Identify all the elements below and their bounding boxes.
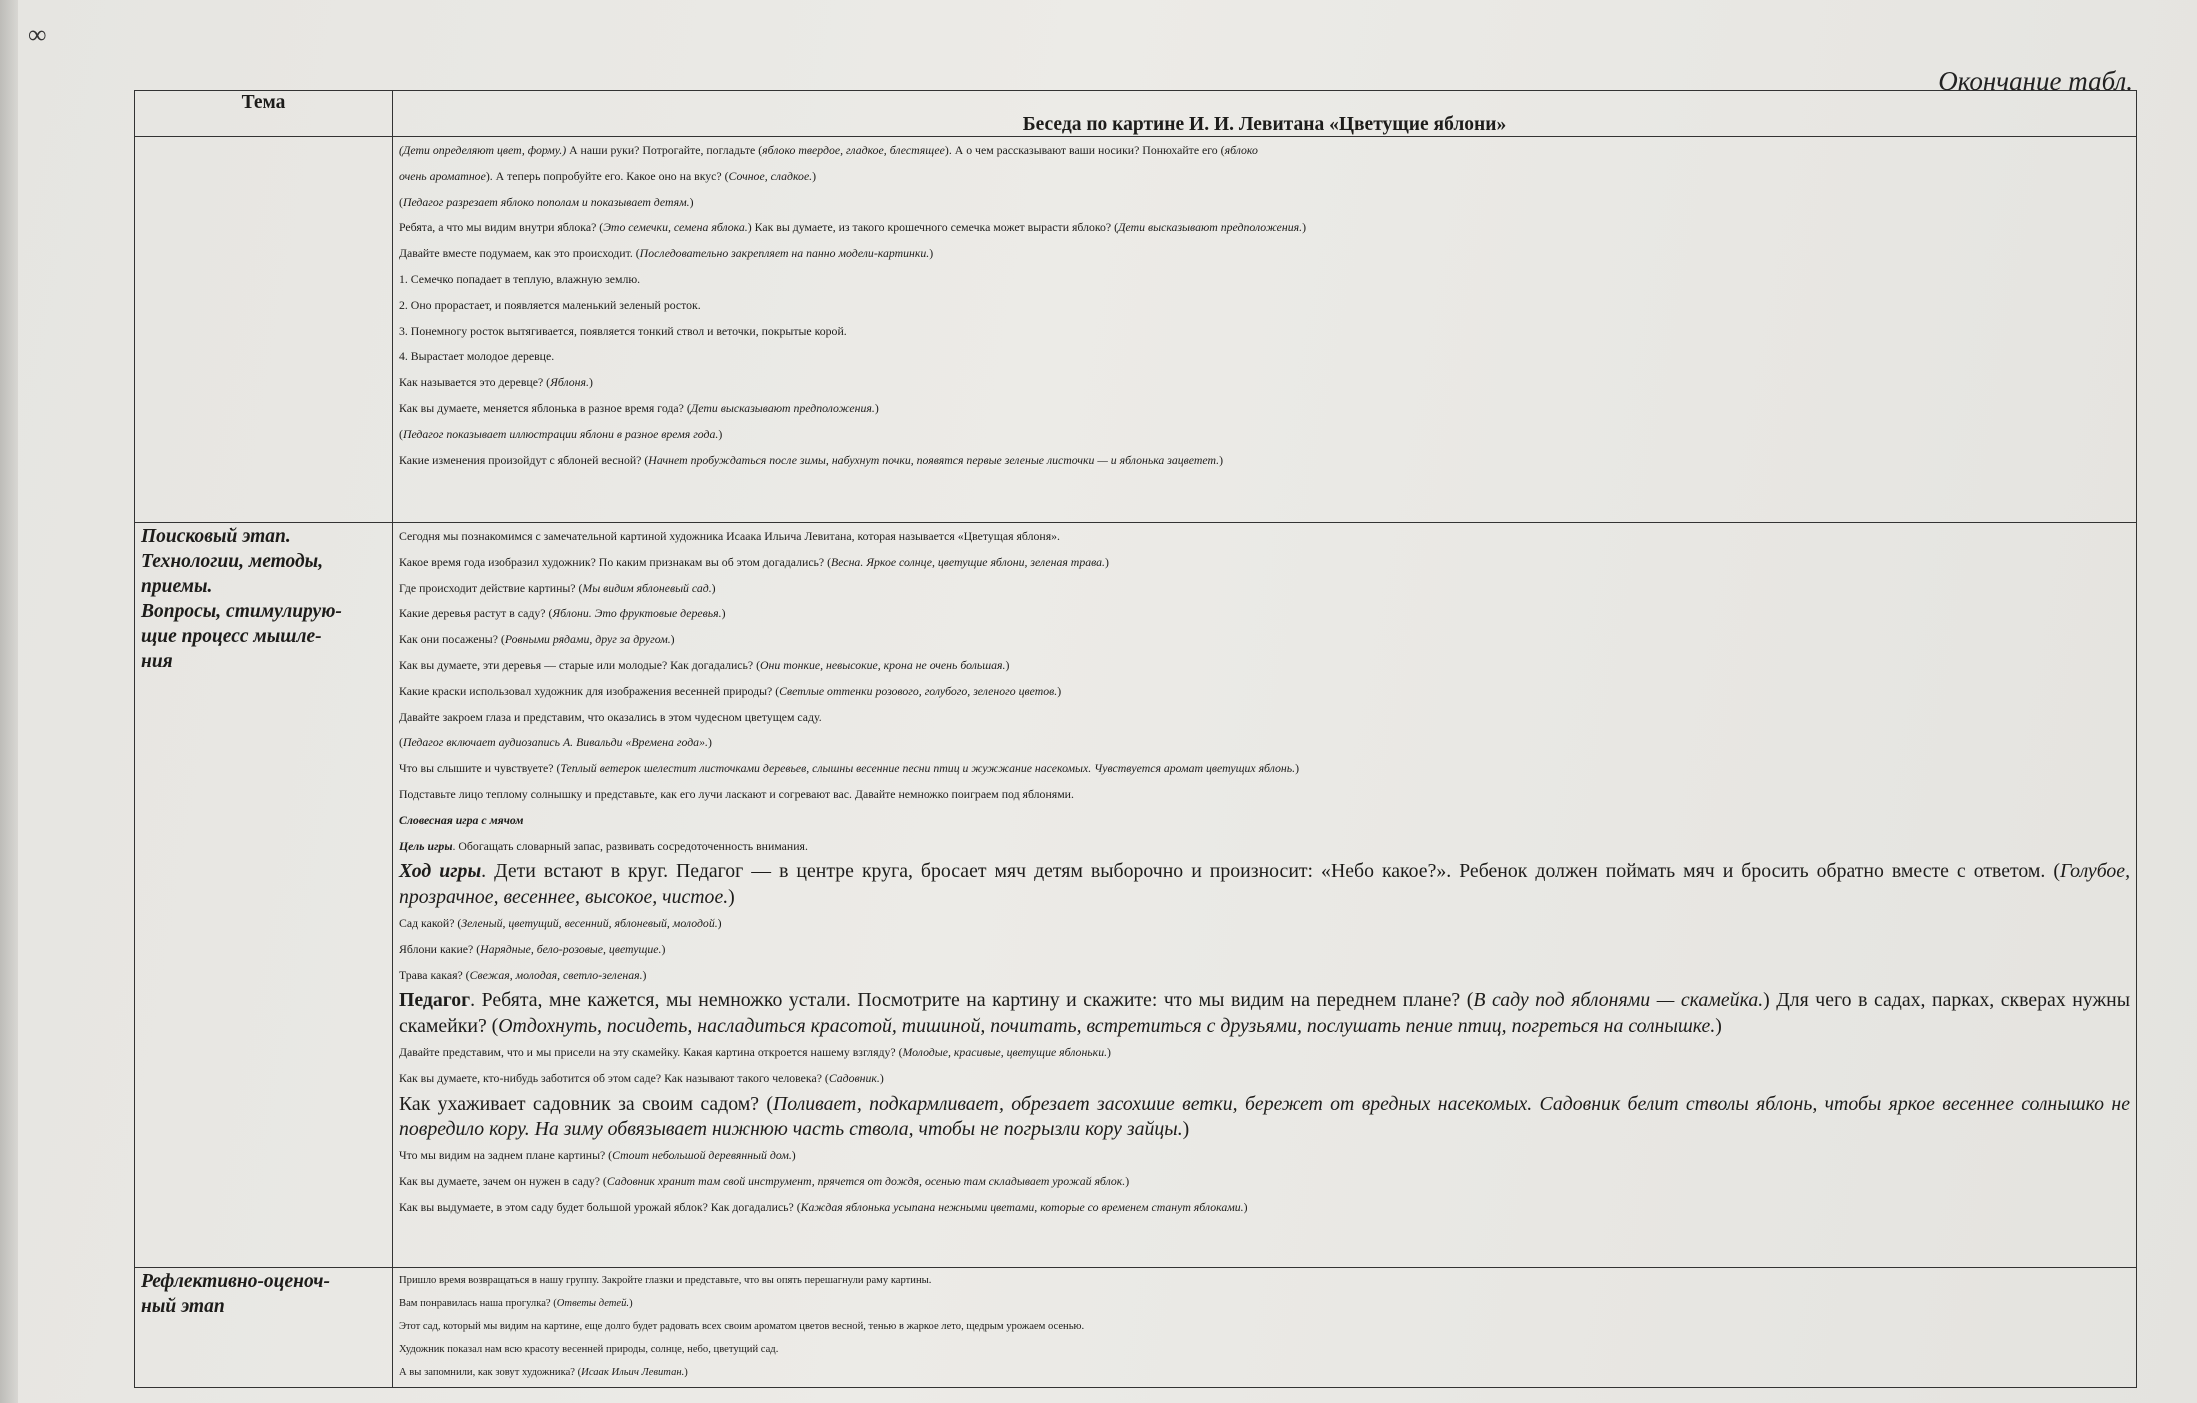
question-text: Какие деревья растут в саду? (	[399, 606, 553, 621]
text-line	[399, 627, 2130, 653]
question-text: Яблони какие? (	[399, 941, 481, 956]
question-text: Давайте представим, что и мы присели на эту скамейку. Какая картина откроется нашему взгляду? (	[399, 1044, 903, 1059]
paren: )	[1219, 452, 1224, 467]
teacher-note: Педагог включает аудиозапись А. Вивальди «Времена года».	[402, 735, 708, 750]
answer-text: Молодые, красивые, цветущие яблоньки.	[902, 1044, 1108, 1059]
question-text: А вы запомнили, как зовут художника? (	[399, 1367, 582, 1378]
game-title	[399, 808, 2130, 834]
text-line: Сегодня мы познакомимся с замечательной картиной художника Исаака Ильича Левитана, которая называется «Цветущая яблоня».	[399, 529, 1060, 543]
content-cell-intro	[393, 137, 2137, 523]
answer-text: В саду под яблонями — скамейка.	[1473, 989, 1764, 1012]
paren: )	[874, 400, 879, 415]
question-text: А наши руки? Потрогайте, погладьте (	[566, 143, 763, 157]
text-line	[399, 1040, 2130, 1066]
header-topic: Тема	[135, 91, 393, 137]
paren: )	[791, 1148, 796, 1163]
paren: )	[1243, 1199, 1248, 1214]
step-line: 3. Понемногу росток вытягивается, появляется тонкий ствол и веточки, покрытые корой.	[399, 323, 847, 338]
text-line	[399, 550, 2130, 576]
question-text: Как ухаживает садовник за своим садом? (	[399, 1092, 773, 1115]
answer-text: Сочное, сладкое.	[728, 168, 813, 183]
text-line	[399, 679, 2130, 705]
text-line	[399, 422, 2130, 448]
text-line	[399, 601, 2130, 627]
game-course	[399, 859, 2130, 911]
text-line	[399, 963, 2130, 989]
paren: )	[661, 941, 666, 956]
teacher-note: Педагог показывает иллюстрации яблони в разное время года.	[402, 426, 719, 441]
question-text: )	[812, 168, 817, 183]
question-text: ). А теперь попробуйте его. Какое оно на вкус? (	[485, 168, 729, 183]
answer-text: Каждая яблонька усыпана нежными цветами, которые со временем станут яблоками.	[800, 1199, 1244, 1214]
paren: (	[399, 194, 403, 209]
text-line	[399, 653, 2130, 679]
paren: )	[588, 375, 593, 390]
text-line	[399, 911, 2130, 937]
game-goal	[399, 834, 2130, 860]
question-text: Как вы думаете, эти деревья — старые или молодые? Как догадались? (	[399, 657, 761, 672]
book-spine-shadow	[0, 0, 18, 1403]
stage-label-line: Технологии, методы,	[141, 551, 324, 572]
course-text: . Дети встают в круг. Педагог — в центре круга, бросает мяч детям выборочно и произносит: «Небо какое?». Ребенок должен поймать мяч и бросить обратно вместе с ответом. (	[481, 860, 2060, 883]
text-line	[399, 1169, 2130, 1195]
teacher-note: Последовательно закрепляет на панно модели-картинки.	[639, 246, 930, 261]
question-text: Где происходит действие картины? (	[399, 580, 583, 595]
paren: (	[399, 426, 403, 441]
lesson-plan-table	[134, 90, 2137, 1388]
paren: )	[929, 246, 934, 261]
question-text: Как вы думаете, кто-нибудь заботится об этом саде? Как называют такого человека? (	[399, 1070, 829, 1085]
paren: )	[879, 1070, 884, 1085]
text-line	[399, 164, 2130, 190]
text-line: Этот сад, который мы видим на картине, еще долго будет радовать всех своим ароматом цветов весной, тенью в жаркое лето, щедрым урожаем осенью.	[399, 1321, 1085, 1332]
answer-text: (Дети определяют цвет, форму.)	[399, 143, 567, 157]
answer-text: яблоко	[1224, 143, 1258, 157]
answer-text: Начнет пробуждаться после зимы, набухнут почки, появятся первые зеленые листочки — и яблонька зацветет.	[648, 452, 1220, 467]
answer-text: Нарядные, бело-розовые, цветущие.	[480, 941, 662, 956]
paren: )	[1107, 1044, 1111, 1059]
teacher-note: Педагог разрезает яблоко пополам и показывает детям.	[402, 194, 690, 209]
answer-text: Ответы детей.	[556, 1298, 630, 1309]
text-line: Пришло время возвращаться в нашу группу. Закройте глазки и представьте, что вы опять перешагнули раму картины.	[399, 1275, 932, 1286]
gardener-paragraph	[399, 1092, 2130, 1144]
step-line: 2. Оно прорастает, и появляется маленький зеленый росток.	[399, 297, 701, 312]
question-text: Какие краски использовал художник для изображения весенней природы? (	[399, 683, 780, 698]
question-text: Как вы думаете, зачем он нужен в саду? (	[399, 1173, 607, 1188]
paren: )	[711, 580, 716, 595]
answer-text: Стоит небольшой деревянный дом.	[612, 1148, 792, 1163]
paren: )	[721, 606, 726, 621]
text-line	[399, 576, 2130, 602]
text-line	[399, 730, 2130, 756]
answer-text: Они тонкие, невысокие, крона не очень большая.	[760, 657, 1006, 672]
stage-cell-empty	[135, 137, 393, 523]
answer-text: Светлые оттенки розового, голубого, зеленого цветов.	[779, 683, 1058, 698]
stage-label-line: Поисковый этап.	[141, 526, 291, 547]
answer-text: Мы видим яблоневый сад.	[582, 580, 712, 595]
stage-label-line: Рефлективно-оценоч-	[141, 1271, 330, 1292]
paren: )	[728, 886, 735, 909]
question-text: Как они посажены? (	[399, 632, 505, 647]
question-text: ). А о чем рассказывают ваши носики? Понюхайте его (	[944, 143, 1225, 157]
teacher-paragraph	[399, 988, 2130, 1040]
question-text: Вам понравилась наша прогулка? (	[399, 1298, 557, 1309]
answer-text: Садовник хранит там свой инструмент, прячется от дождя, осенью там складывает урожай яблок.	[606, 1173, 1126, 1188]
answer-text: Исаак Ильич Левитан.	[581, 1367, 685, 1378]
question-text: Трава какая? (	[399, 967, 470, 982]
paren: )	[1105, 554, 1109, 569]
answer-text: очень ароматное	[399, 168, 486, 183]
stage-label-line: ния	[141, 651, 173, 672]
answer-text: Свежая, молодая, светло-зеленая.	[469, 967, 643, 982]
text-line	[399, 190, 2130, 216]
paren: )	[707, 735, 712, 750]
table-continuation-caption: Окончание табл.	[1938, 66, 2133, 96]
stage-label-line: ный этап	[141, 1296, 225, 1317]
answer-text: Отдохнуть, посидеть, насладиться красотой, тишиной, почитать, встретиться с друзьями, послушать пение птиц, погреться на солнышке.	[498, 1015, 1716, 1038]
goal-label: Цель игры	[399, 838, 453, 853]
question-text: Как вы выдумаете, в этом саду будет большой урожай яблок? Как догадались? (	[399, 1199, 801, 1214]
paren: (	[399, 735, 403, 750]
stage-label-line: щие процесс мышле-	[141, 626, 322, 647]
text-line: Давайте закроем глаза и представим, что оказались в этом чудесном цветущем саду.	[399, 709, 822, 724]
text-line	[399, 396, 2130, 422]
question-text: Что вы слышите и чувствуете? (	[399, 761, 561, 776]
text-line: Художник показал нам всю красоту весенней природы, солнце, небо, цветущий сад.	[399, 1344, 779, 1355]
answer-text: Зеленый, цветущий, весенний, яблоневый, молодой.	[461, 915, 718, 930]
paren: )	[1057, 683, 1062, 698]
course-label: Ход игры	[399, 860, 482, 883]
table-row	[135, 137, 2137, 523]
question-text: . Ребята, мне кажется, мы немножко устали. Посмотрите на картину и скажите: что мы видим на переднем плане? (	[470, 989, 1474, 1012]
content-cell-search	[393, 523, 2137, 1268]
text-line: Подставьте лицо теплому солнышку и представьте, как его лучи ласкают и согревают вас. Давайте немножко поиграем под яблонями.	[399, 786, 1074, 801]
text-line	[399, 1361, 2130, 1384]
table-row	[135, 523, 2137, 1268]
text-line	[399, 1195, 2130, 1221]
content-cell-reflective	[393, 1268, 2137, 1388]
text-line	[399, 1066, 2130, 1092]
step-line: 4. Вырастает молодое деревце.	[399, 349, 555, 364]
answer-text: Теплый ветерок шелестит листочками деревьев, слышны весенние песни птиц и жужжание насекомых. Чувствуется аромат цветущих яблонь.	[560, 761, 1296, 776]
question-text: Какое время года изобразил художник? По каким признакам вы об этом догадались? (	[399, 554, 832, 569]
paren: )	[717, 915, 722, 930]
paren: )	[684, 1367, 688, 1378]
text-line	[399, 756, 2130, 782]
paren: )	[689, 194, 694, 209]
answer-text: Это семечки, семена яблока.	[603, 220, 748, 235]
question-text: Как вы думаете, меняется яблонька в разное время года? (	[399, 400, 691, 415]
text-line	[399, 370, 2130, 396]
answer-text: Яблони. Это фруктовые деревья.	[552, 606, 722, 621]
answer-text: Дети высказывают предположения.	[1118, 220, 1303, 235]
stage-label-line: Вопросы, стимулирую-	[141, 601, 342, 622]
question-text: ) Как вы думаете, из такого крошечного семечка может вырасти яблоко? (	[747, 220, 1119, 235]
text-line	[399, 448, 2130, 474]
paren: )	[1302, 220, 1307, 235]
stage-label-line: приемы.	[141, 576, 213, 597]
text-line	[399, 215, 2130, 241]
answer-text: Весна. Яркое солнце, цветущие яблони, зеленая трава.	[831, 554, 1106, 569]
question-text: Ребята, а что мы видим внутри яблока? (	[399, 220, 604, 235]
step-line: 1. Семечко попадает в теплую, влажную землю.	[399, 271, 641, 286]
answer-text: Поливает, подкармливает, обрезает засохшие ветки, бережет от вредных насекомых. Садовник белит стволы яблонь, чтобы яркое весеннее солнышко не повредило кору. На зиму обвязывает нижнюю часть ствола, чтобы не погрызли кору зайцы.	[399, 1092, 2130, 1141]
paren: )	[1182, 1118, 1190, 1141]
question-text: ) Для чего в садах, парках, скверах нужны скамейки? (	[399, 989, 2130, 1038]
header-main	[393, 91, 2137, 137]
paren: )	[642, 967, 647, 982]
paren: )	[1295, 761, 1299, 776]
text-line	[399, 1292, 2130, 1315]
answer-text: Дети высказывают предположения.	[690, 400, 875, 415]
teacher-label: Педагог	[399, 989, 471, 1012]
text-line	[399, 1143, 2130, 1169]
text-line	[399, 138, 2130, 164]
goal-text: . Обогащать словарный запас, развивать сосредоточенность внимания.	[452, 838, 808, 853]
paren: )	[1005, 657, 1010, 672]
text-line	[399, 241, 2130, 267]
paren: )	[1125, 1173, 1130, 1188]
answer-text: Садовник.	[828, 1070, 880, 1085]
question-text: Давайте вместе подумаем, как это происходит. (	[399, 246, 640, 261]
question-text: Сад какой? (	[399, 915, 462, 930]
game-title-text: Словесная игра с мячом	[399, 812, 524, 827]
question-text: Как называется это деревце? (	[399, 375, 551, 390]
page-mark: ∞	[28, 20, 47, 49]
paren: )	[670, 632, 675, 647]
question-text: Что мы видим на заднем плане картины? (	[399, 1148, 613, 1163]
paren: )	[718, 426, 723, 441]
stage-cell-reflective	[135, 1268, 393, 1388]
header-main-text: Беседа по картине И. И. Левитана «Цветущие яблони»	[1022, 114, 1507, 135]
paren: )	[629, 1298, 633, 1309]
table-row	[135, 1268, 2137, 1388]
answer-text: яблоко твердое, гладкое, блестящее	[762, 143, 945, 157]
question-text: Какие изменения произойдут с яблоней весной? (	[399, 452, 649, 467]
answer-text: Голубое, прозрачное, весеннее, высокое, чистое.	[399, 860, 2131, 909]
paren: )	[1715, 1015, 1722, 1038]
text-line	[399, 937, 2130, 963]
table-header-row	[135, 91, 2137, 137]
stage-cell-search	[135, 523, 393, 1268]
answer-text: Ровными рядами, друг за другом.	[504, 632, 671, 647]
answer-text: Яблоня.	[550, 375, 589, 390]
